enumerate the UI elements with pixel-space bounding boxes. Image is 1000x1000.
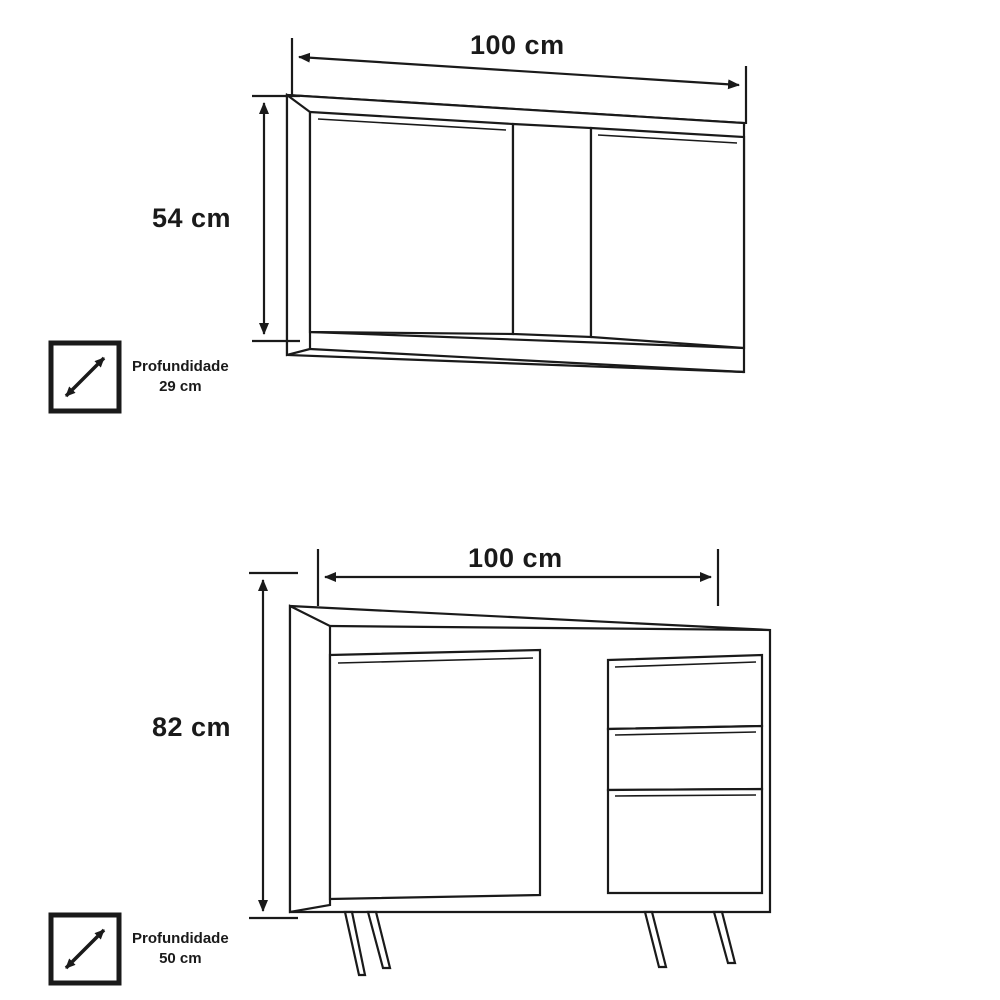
lower-depth-caption: Profundidade — [132, 929, 229, 947]
upper-depth-value: 29 cm — [159, 378, 202, 395]
lower-depth-value: 50 cm — [159, 950, 202, 967]
lower-depth-text — [132, 929, 229, 970]
lower-cabinet-drawing — [290, 606, 770, 975]
upper-width-label: 100 cm — [470, 30, 565, 60]
lower-height-label: 82 cm — [152, 712, 232, 742]
upper-height-label: 54 cm — [152, 203, 232, 233]
upper-depth-block — [48, 340, 229, 414]
depth-arrow-icon — [48, 340, 122, 414]
upper-depth-text — [132, 357, 229, 398]
depth-arrow-icon — [48, 912, 122, 986]
lower-width-label: 100 cm — [468, 543, 563, 573]
upper-depth-caption: Profundidade — [132, 357, 229, 375]
upper-cabinet-drawing — [287, 95, 744, 372]
lower-depth-block — [48, 912, 229, 986]
